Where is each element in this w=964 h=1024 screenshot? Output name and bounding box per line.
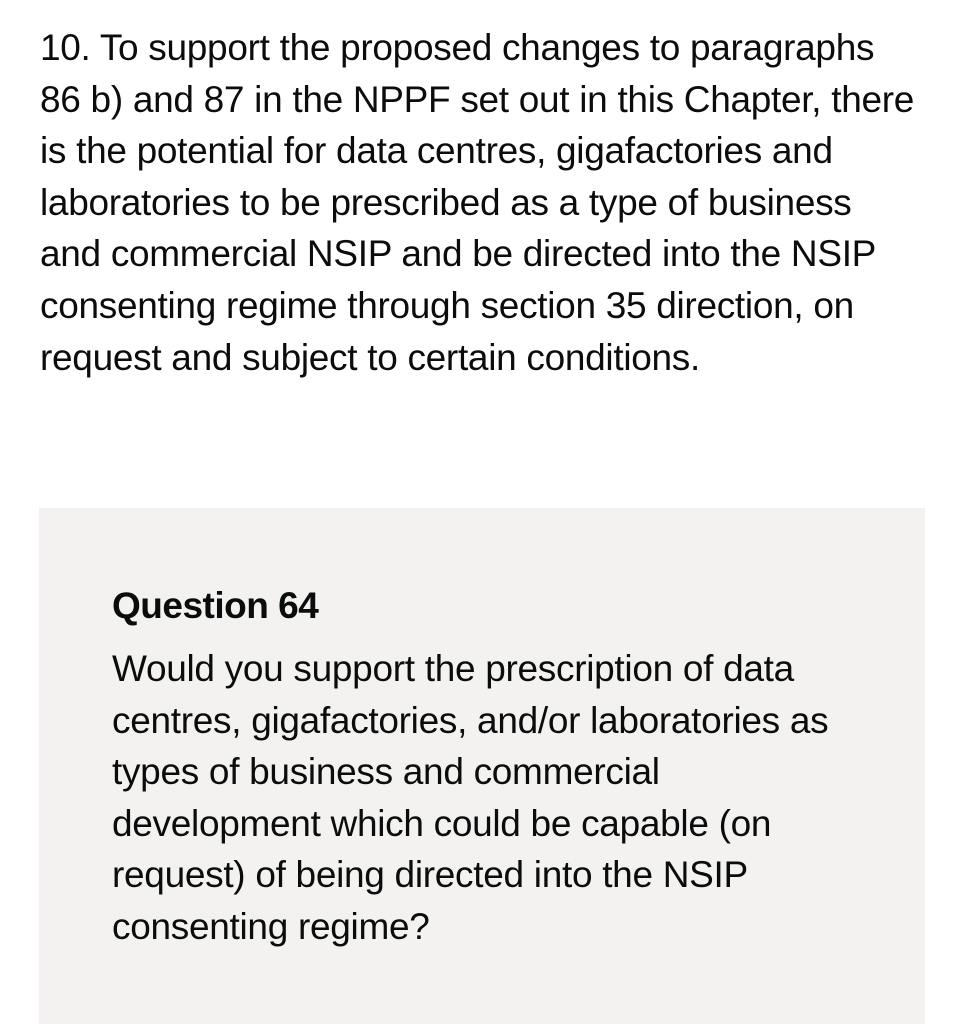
- question-text: Would you support the prescription of data centres, gigafactories, and/or laboratories as types of business and commercial development which could be capable (on request) of being directed into the NSIP consenting regime?: [112, 648, 829, 947]
- question-title: Question 64: [112, 585, 319, 626]
- paragraph-10: 10. To support the proposed changes to paragraphs 86 b) and 87 in the NPPF set out in this Chapter, there is the potential for data centres, gigafactories and laboratories to be prescribed as a type of business and commercial NSIP and be directed into the NSIP consenting regime through section 35 direction, on request and subject to certain conditions.: [40, 27, 915, 378]
- question-box: [39, 508, 925, 1024]
